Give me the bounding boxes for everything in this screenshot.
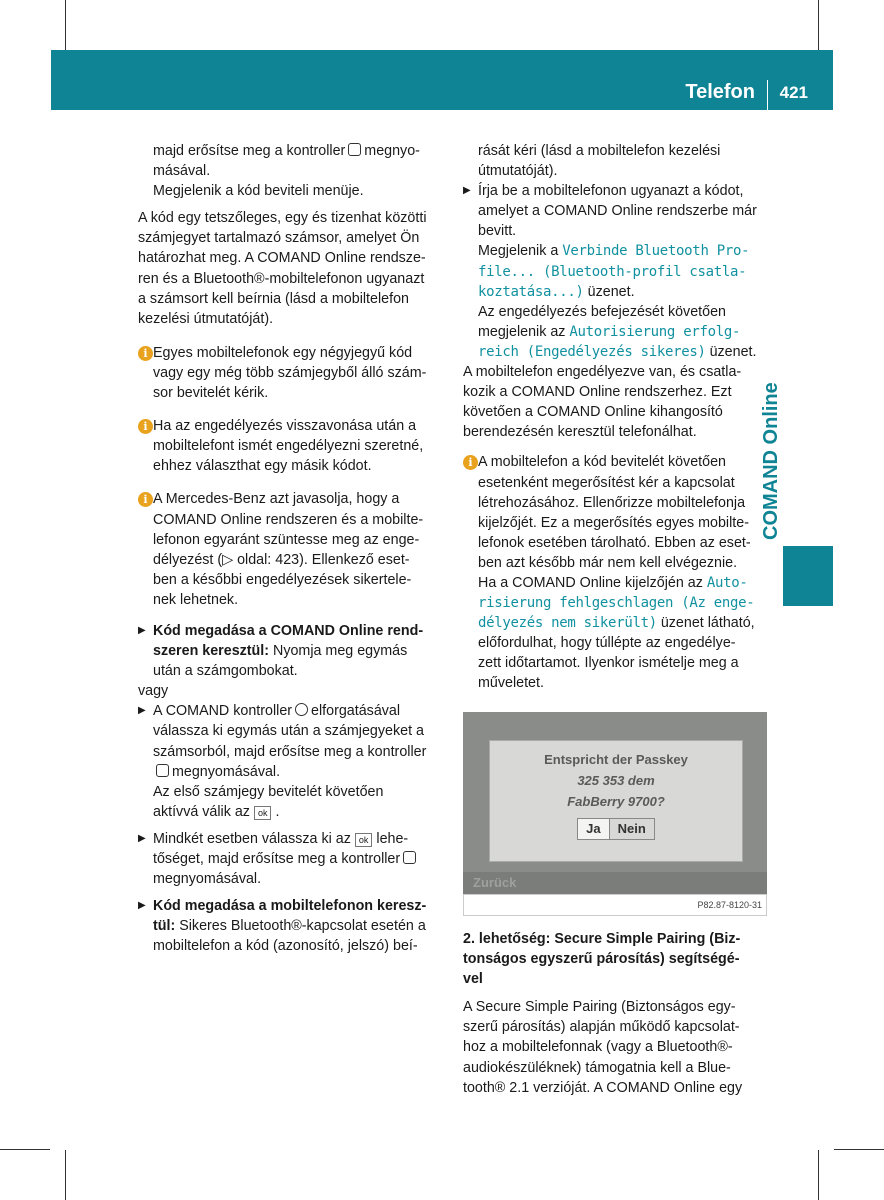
- info-icon: i: [463, 455, 478, 470]
- page-header: [51, 50, 833, 110]
- paragraph: A mobiltelefon engedélyezve van, és csatla- kozik a COMAND Online rendszerhez. Ezt követően a COMAND Online kihangosító berendezésén keresztül telefonálhat.: [463, 364, 742, 441]
- step-arrow-icon: ▶: [138, 832, 146, 844]
- controller-press-icon: [156, 764, 169, 777]
- chapter-label: COMAND Online: [760, 382, 782, 540]
- device-name: FabBerry 9700?: [567, 794, 665, 809]
- passkey-dialog: [489, 740, 743, 862]
- paragraph: rását kéri (lásd a mobiltelefon kezelési útmutatóját).: [478, 143, 721, 180]
- crop-mark: [818, 0, 819, 50]
- crop-mark: [65, 1150, 66, 1200]
- info-icon: i: [138, 346, 153, 361]
- left-column: [138, 141, 448, 956]
- controller-press-icon: [348, 143, 361, 156]
- info-icon: i: [138, 492, 153, 507]
- paragraph: majd erősítse meg a kontroller megnyo-: [153, 143, 420, 159]
- info-icon: i: [138, 419, 153, 434]
- section-heading: 2. lehetőség: Secure Simple Pairing (Biz- tonságos egyszerű párosítás) segítségé- vel: [463, 931, 741, 988]
- paragraph: másával.: [153, 163, 211, 180]
- paragraph: A kód egy tetszőleges, egy és tizenhat közötti számjegyet tartalmazó számsor, amelyet Ön határozhat meg. A COMAND Online rendsze- ren és a Bluetooth®-mobiltelefonon ugyanazt a számsort kell beírnia (lásd a mobiltelefon kezelési útmutatóját).: [138, 210, 427, 327]
- step-arrow-icon: ▶: [138, 624, 146, 636]
- comand-screenshot: [463, 712, 767, 916]
- yes-button[interactable]: Ja: [578, 819, 609, 839]
- info-note: i A mobiltelefon a kód bevitelét követően esetenként megerősítést kér a kapcsolat létrehozásához. Ellenőrizze mobiltelefonja kijelzőjét. Ez a megerősítés egyes mobilte- lefonok esetében tárolható. Ebben az eset- ben azt később már nem kell elvégeznie. Ha a COMAND Online kijelzőjén az Auto- risierung fehlgeschlagen (Az enge- délyezés nem sikerült) üzenet látható, előfordulhat, hogy túllépte az engedélye- zett időtartamot. Ilyenkor ismételje meg a műveletet.: [463, 452, 773, 693]
- paragraph: A Secure Simple Pairing (Biztonságos egy- szerű párosítás) alapján működő kapcsolat- hoz a mobiltelefonnak (vagy a Bluetooth®- audiokészüléknek) támogatnia kell a Blue- tooth® 2.1 verzióját. A COMAND Online egy: [463, 999, 743, 1096]
- figure-reference: P82.87-8120-31: [463, 894, 767, 916]
- step-item: ▶ Írja be a mobiltelefonon ugyanazt a kódot, amelyet a COMAND Online rendszerbe már bevitt. Megjelenik a Verbinde Bluetooth Pro- file... (Bluetooth-profil csatla- koztatása...) üzenet. Az engedélyezés befejezését követően megjelenik az Autorisierung erfolg- reich (Engedélyezés sikeres) üzenet.: [463, 183, 757, 360]
- passkey-code: 325 353 dem: [577, 773, 655, 788]
- header-divider: [767, 80, 768, 110]
- chapter-tab: [783, 546, 833, 606]
- right-column-lower: [463, 929, 773, 1098]
- section-title: Telefon: [685, 81, 755, 103]
- controller-rotate-icon: [295, 703, 308, 716]
- step-item: ▶ A COMAND kontroller elforgatásával válassza ki egymás után a számjegyeket a számsorból, majd erősítse meg a kontroller megnyomásával. Az első számjegy bevitelét követően aktívvá válik az ok .: [138, 703, 427, 820]
- back-button[interactable]: Zurück: [463, 872, 767, 894]
- page-number: 421: [779, 83, 808, 102]
- ok-key-icon: ok: [254, 806, 272, 820]
- controller-press-icon: [403, 851, 416, 864]
- ok-key-icon: ok: [355, 833, 373, 847]
- right-column: [463, 141, 773, 694]
- no-button[interactable]: Nein: [617, 821, 646, 836]
- dialog-buttons: [577, 818, 655, 840]
- crop-mark: [0, 1149, 50, 1150]
- step-item: ▶ Mindkét esetben válassza ki az ok lehe- tőséget, majd erősítse meg a kontroller megnyomásával.: [138, 829, 448, 889]
- step-arrow-icon: ▶: [463, 185, 471, 197]
- step-arrow-icon: ▶: [138, 705, 146, 717]
- paragraph: vagy: [138, 683, 169, 700]
- crop-mark: [818, 1150, 819, 1200]
- info-note: i Ha az engedélyezés visszavonása után a mobiltelefont ismét engedélyezni szeretné, ehhez választhat egy másik kódot.: [138, 416, 448, 476]
- info-note: i A Mercedes-Benz azt javasolja, hogy a COMAND Online rendszeren és a mobilte- lefonon egyaránt szüntesse meg az enge- délyezést (▷ oldal: 423). Ellenkező eset- ben a későbbi engedélyezések sikertele- nek lehetnek.: [138, 489, 448, 610]
- step-arrow-icon: ▶: [138, 900, 146, 912]
- crop-mark: [834, 1149, 884, 1150]
- dialog-title: Entspricht der Passkey: [544, 752, 688, 767]
- step-item: ▶ Kód megadása a COMAND Online rend- szeren keresztül: Nyomja meg egymás után a számgombokat.: [138, 622, 424, 680]
- crop-mark: [65, 0, 66, 50]
- paragraph: Megjelenik a kód beviteli menüje.: [153, 183, 364, 200]
- info-note: i Egyes mobiltelefonok egy négyjegyű kód vagy egy még több számjegyből álló szám- sor bevitelét kérik.: [138, 343, 448, 403]
- step-item: ▶ Kód megadása a mobiltelefonon keresz- tül: Sikeres Bluetooth®-kapcsolat esetén a mobiltelefon a kód (azonosító, jelszó) beí-: [138, 898, 427, 955]
